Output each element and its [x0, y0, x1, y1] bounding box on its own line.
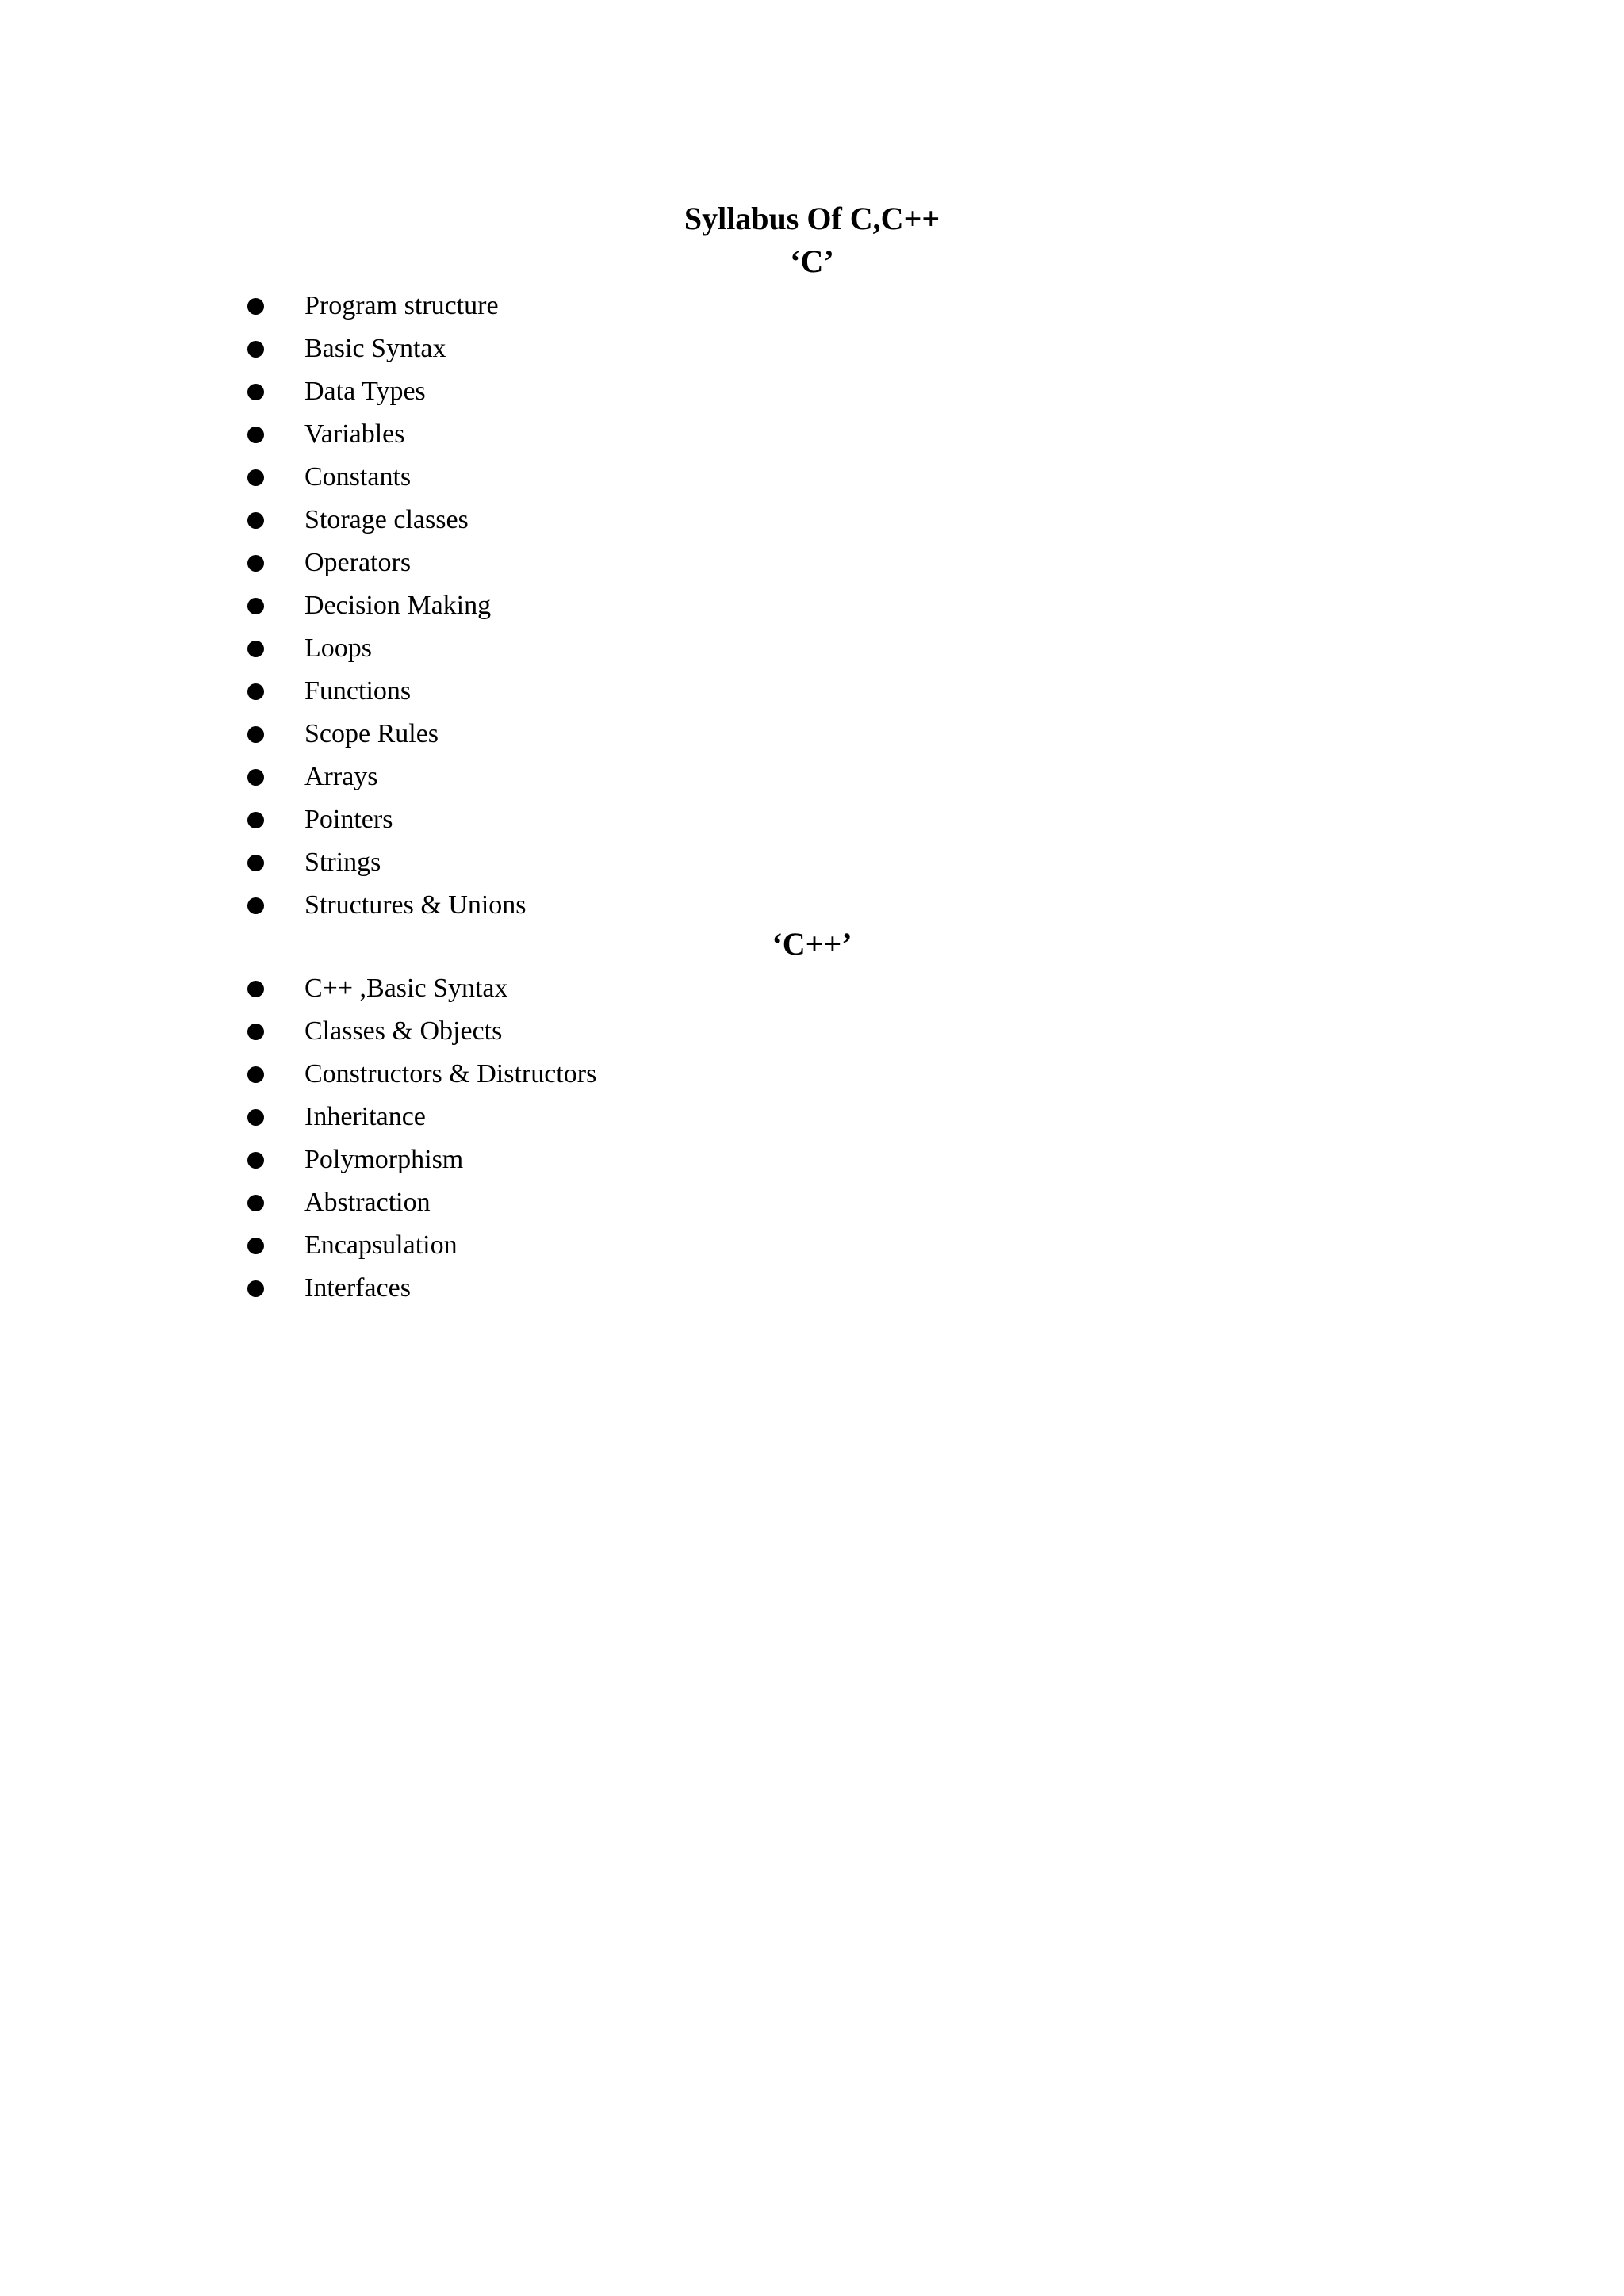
- topic-list-cpp: [0, 967, 1624, 1310]
- bullet-icon: [247, 769, 264, 786]
- list-item: [0, 841, 1624, 884]
- bullet-icon: [247, 1066, 264, 1083]
- bullet-icon: [247, 469, 264, 486]
- list-item: [0, 413, 1624, 456]
- topic-label: Basic Syntax: [304, 334, 446, 363]
- bullet-icon: [247, 341, 264, 358]
- bullet-icon: [247, 812, 264, 828]
- bullet-icon: [247, 641, 264, 657]
- topic-label: Storage classes: [304, 505, 469, 534]
- topic-label: Structures & Unions: [304, 890, 527, 920]
- topic-label: Encapsulation: [304, 1230, 458, 1260]
- bullet-icon: [247, 427, 264, 443]
- topic-label: Program structure: [304, 291, 499, 320]
- topic-label: Operators: [304, 548, 412, 577]
- topic-label: Data Types: [304, 377, 426, 406]
- bullet-icon: [247, 981, 264, 997]
- list-item: [0, 756, 1624, 798]
- bullet-icon: [247, 1195, 264, 1211]
- list-item: [0, 456, 1624, 499]
- list-item: [0, 1010, 1624, 1053]
- list-item: [0, 713, 1624, 756]
- list-item: [0, 967, 1624, 1010]
- bullet-icon: [247, 1109, 264, 1126]
- bullet-icon: [247, 683, 264, 700]
- list-item: [0, 670, 1624, 713]
- topic-label: Interfaces: [304, 1273, 412, 1303]
- topic-label: Variables: [304, 419, 405, 449]
- topic-label: Strings: [304, 848, 381, 877]
- topic-label: Constructors & Distructors: [304, 1059, 597, 1089]
- list-item: [0, 584, 1624, 627]
- list-item: [0, 1224, 1624, 1267]
- list-item: [0, 327, 1624, 370]
- bullet-icon: [247, 1238, 264, 1254]
- list-item: [0, 285, 1624, 327]
- topic-list-c: [0, 285, 1624, 927]
- bullet-icon: [247, 726, 264, 743]
- list-item: [0, 1053, 1624, 1096]
- list-item: [0, 798, 1624, 841]
- bullet-icon: [247, 384, 264, 400]
- list-item: [0, 370, 1624, 413]
- list-item: [0, 627, 1624, 670]
- bullet-icon: [247, 855, 264, 871]
- list-item: [0, 884, 1624, 927]
- bullet-icon: [247, 1024, 264, 1040]
- bullet-icon: [247, 1152, 264, 1169]
- bullet-icon: [247, 555, 264, 572]
- topic-label: Abstraction: [304, 1188, 431, 1217]
- bullet-icon: [247, 512, 264, 529]
- bullet-icon: [247, 298, 264, 315]
- bullet-icon: [247, 1280, 264, 1297]
- topic-label: Pointers: [304, 805, 393, 834]
- list-item: [0, 499, 1624, 541]
- bullet-icon: [247, 897, 264, 914]
- list-item: [0, 1096, 1624, 1138]
- topic-label: Polymorphism: [304, 1145, 464, 1174]
- topic-label: Inheritance: [304, 1102, 426, 1131]
- list-item: [0, 1267, 1624, 1310]
- bullet-icon: [247, 598, 264, 614]
- list-item: [0, 1138, 1624, 1181]
- section-heading-c: ‘C’: [790, 243, 834, 279]
- topic-label: Scope Rules: [304, 719, 439, 748]
- topic-label: Decision Making: [304, 591, 492, 620]
- topic-label: Loops: [304, 633, 372, 663]
- topic-label: Arrays: [304, 762, 378, 791]
- section-heading-cpp: ‘C++’: [772, 926, 852, 962]
- topic-label: Constants: [304, 462, 412, 492]
- topic-label: Functions: [304, 676, 412, 706]
- document-title: Syllabus Of C,C++: [684, 201, 940, 236]
- list-item: [0, 1181, 1624, 1224]
- topic-label: Classes & Objects: [304, 1016, 503, 1046]
- list-item: [0, 541, 1624, 584]
- topic-label: C++ ,Basic Syntax: [304, 974, 508, 1003]
